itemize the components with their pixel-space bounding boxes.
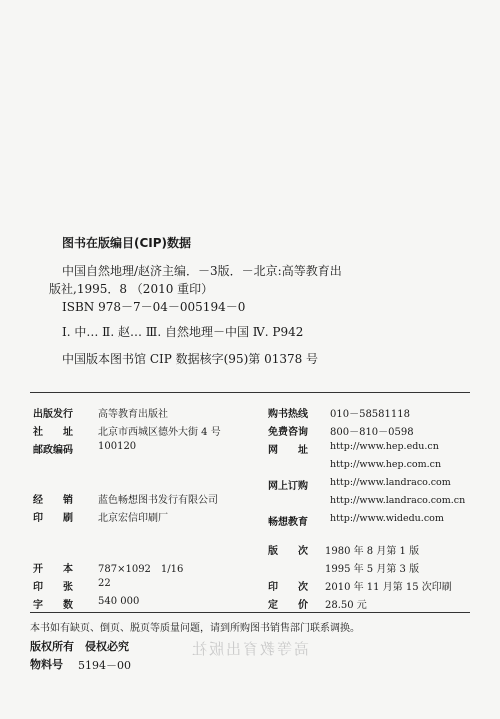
price-label: 定 价: [268, 600, 308, 611]
format-value: 787×1092 1/16: [98, 564, 184, 575]
publisher-value: 高等教育出版社: [98, 409, 168, 420]
consult-value: 800－810－0598: [330, 427, 414, 438]
cip-line-1: 中国自然地理/赵济主编．－3版．－北京:高等教育出: [62, 264, 342, 278]
online-order-link-2: http://www.landraco.com.cn: [330, 495, 466, 506]
online-order-link-1: http://www.landraco.com: [330, 477, 451, 488]
words-label: 字 数: [33, 600, 73, 611]
copyright-notice: 版权所有 侵权必究: [30, 640, 129, 653]
format-label: 开 本: [33, 564, 73, 575]
cip-line-2: 版社,1995．8 （2010 重印）: [49, 282, 214, 296]
publisher-label: 出版发行: [33, 409, 73, 420]
words-value: 540 000: [98, 596, 140, 607]
cip-record-number: 中国版本图书馆 CIP 数据核字(95)第 01378 号: [62, 352, 319, 366]
printer-value: 北京宏信印刷厂: [98, 513, 168, 524]
price-value: 28.50 元: [325, 600, 367, 611]
wide-edu-label: 畅想教育: [268, 517, 308, 528]
edition-2: 1995 年 5 月第 3 版: [325, 564, 420, 575]
sheets-value: 22: [98, 578, 111, 589]
address-value: 北京市西城区德外大街 4 号: [98, 427, 221, 438]
website-link-2: http://www.hep.com.cn: [330, 459, 442, 470]
item-number-value: 5194－00: [78, 659, 131, 672]
item-number-label: 物料号: [30, 658, 63, 671]
address-label: 社 址: [33, 427, 73, 438]
distributor-label: 经 销: [33, 495, 73, 506]
distributor-value: 蓝色畅想图书发行有限公司: [98, 495, 218, 506]
cip-classification: Ⅰ. 中… Ⅱ. 赵… Ⅲ. 自然地理－中国 Ⅳ. P942: [62, 325, 304, 339]
consult-label: 免费咨询: [268, 427, 308, 438]
hotline-value: 010－58581118: [330, 409, 410, 420]
top-divider: [30, 392, 470, 393]
edition-label: 版 次: [268, 546, 308, 557]
edition-1: 1980 年 8 月第 1 版: [325, 546, 420, 557]
hotline-label: 购书热线: [268, 409, 308, 420]
sheets-label: 印 张: [33, 582, 73, 593]
website-label: 网 址: [268, 445, 308, 456]
postcode-label: 邮政编码: [33, 445, 73, 456]
cip-title: 图书在版编目(CIP)数据: [62, 236, 192, 250]
website-link-1: http://www.hep.edu.cn: [330, 441, 439, 452]
online-order-label: 网上订购: [268, 481, 308, 492]
quality-notice: 本书如有缺页、倒页、脱页等质量问题，请到所购图书销售部门联系调换。: [30, 623, 360, 634]
bleed-through-text: 高等教育出版社: [190, 640, 310, 658]
cip-isbn: ISBN 978－7－04－005194－0: [62, 300, 246, 314]
wide-edu-link: http://www.widedu.com: [330, 513, 444, 524]
printing-label: 印 次: [268, 582, 308, 593]
printer-label: 印 刷: [33, 513, 73, 524]
printing-value: 2010 年 11 月第 15 次印刷: [325, 582, 452, 593]
postcode-value: 100120: [98, 441, 137, 452]
bottom-divider: [30, 612, 470, 613]
